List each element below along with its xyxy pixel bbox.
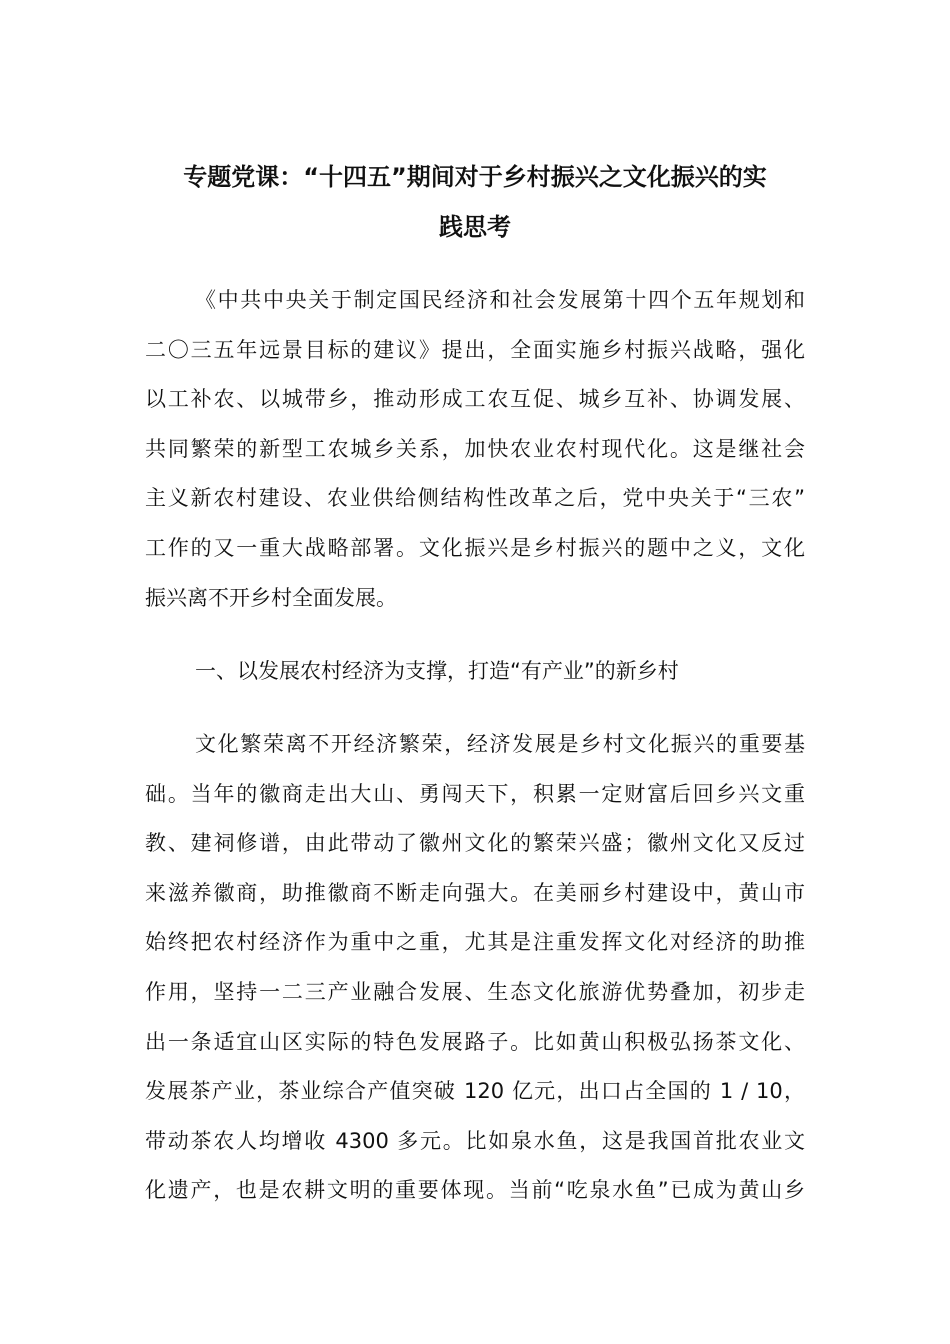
title-line: 专题党课：“十四五”期间对于乡村振兴之文化振兴的实	[183, 163, 767, 191]
paragraph-line: 文化繁荣离不开经济繁荣，经济发展是乡村文化振兴的重要基	[195, 732, 805, 756]
paragraph-line: 始终把农村经济作为重中之重，尤其是注重发挥文化对经济的助推	[145, 930, 805, 955]
paragraph-line: 共同繁荣的新型工农城乡关系，加快农业农村现代化。这是继社会	[145, 436, 805, 461]
paragraph-line: 带动茶农人均增收 4300 多元。比如泉水鱼，这是我国首批农业文	[145, 1128, 805, 1153]
paragraph-section-1	[145, 720, 805, 1216]
document-title	[145, 152, 805, 252]
paragraph-line: 《中共中央关于制定国民经济和社会发展第十四个五年规划和	[195, 288, 805, 312]
paragraph-line: 教、建祠修谱，由此带动了徽州文化的繁荣兴盛；徽州文化又反过	[145, 831, 805, 856]
paragraph-line: 来滋养徽商，助推徽商不断走向强大。在美丽乡村建设中，黄山市	[145, 880, 805, 905]
paragraph-line: 化遗产，也是农耕文明的重要体现。当前“吃泉水鱼”已成为黄山乡	[145, 1178, 805, 1203]
paragraph-line: 工作的又一重大战略部署。文化振兴是乡村振兴的题中之义，文化	[145, 535, 805, 560]
paragraph-line: 发展茶产业，茶业综合产值突破 120 亿元，出口占全国的 1 / 10，	[145, 1079, 805, 1104]
paragraph-line: 作用，坚持一二三产业融合发展、生态文化旅游优势叠加，初步走	[145, 979, 805, 1004]
paragraph-line: 础。当年的徽商走出大山、勇闯天下，积累一定财富后回乡兴文重	[145, 781, 805, 806]
paragraph-intro	[145, 276, 805, 623]
paragraph-line: 以工补农、以城带乡，推动形成工农互促、城乡互补、协调发展、	[145, 387, 805, 412]
section-heading-1: 一、以发展农村经济为支撑，打造“有产业”的新乡村	[195, 659, 679, 683]
paragraph-line: 二〇三五年远景目标的建议》提出，全面实施乡村振兴战略，强化	[145, 337, 805, 362]
paragraph-line: 出一条适宜山区实际的特色发展路子。比如黄山积极弘扬茶文化、	[145, 1029, 805, 1054]
title-line: 践思考	[439, 213, 511, 241]
paragraph-line: 主义新农村建设、农业供给侧结构性改革之后，党中央关于“三农”	[145, 486, 805, 511]
paragraph-line: 振兴离不开乡村全面发展。	[145, 585, 397, 610]
